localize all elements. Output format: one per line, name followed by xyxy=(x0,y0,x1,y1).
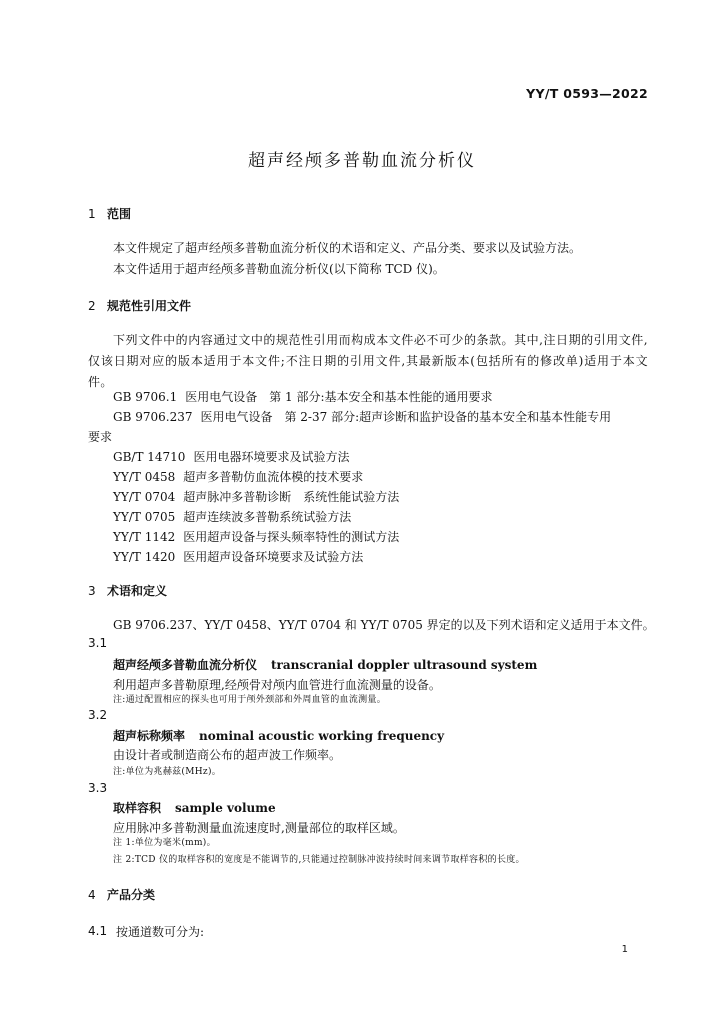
section-heading-terms xyxy=(88,582,167,599)
term-note: 注 1:单位为毫米(mm)。 xyxy=(113,838,216,848)
section-number: 3 xyxy=(88,584,96,598)
reference-name: 超声脉冲多普勒诊断 系统性能试验方法 xyxy=(183,490,400,504)
reference-item xyxy=(113,488,399,505)
normative-refs-intro: 下列文件中的内容通过文中的规范性引用而构成本文件必不可少的条款。其中,注日期的引用文件,仅该日期对应的版本适用于本文件;不注日期的引用文件,其最新版本(包括所有的修改单)适用于本文件。 xyxy=(88,333,648,389)
reference-code: YY/T 0704 xyxy=(113,490,176,504)
reference-code: GB 9706.237 xyxy=(113,410,193,424)
reference-name: 超声连续波多普勒系统试验方法 xyxy=(183,510,352,524)
section-heading-normative-refs xyxy=(88,297,191,314)
page-number: 1 xyxy=(621,944,628,955)
section-heading-scope xyxy=(88,205,131,222)
terms-intro: GB 9706.237、YY/T 0458、YY/T 0704 和 YY/T 0705 界定的以及下列术语和定义适用于本文件。 xyxy=(113,618,655,632)
term-note: 注:单位为兆赫兹(MHz)。 xyxy=(113,767,222,777)
reference-item xyxy=(113,508,351,525)
term-number: 3.2 xyxy=(88,708,108,722)
section-title: 范围 xyxy=(107,207,132,221)
reference-code: GB/T 14710 xyxy=(113,450,186,464)
term-number: 3.3 xyxy=(88,781,108,795)
subclause-text: 按通道数可分为: xyxy=(116,925,205,939)
section-title: 规范性引用文件 xyxy=(107,299,192,313)
term-definition: 由设计者或制造商公布的超声波工作频率。 xyxy=(113,748,342,762)
scope-paragraph-2: 本文件适用于超声经颅多普勒血流分析仪(以下简称 TCD 仪)。 xyxy=(113,262,445,276)
term-title-cn: 超声标称频率 xyxy=(113,729,186,743)
section-number: 4 xyxy=(88,888,96,902)
term-title-cn: 取样容积 xyxy=(113,801,162,815)
reference-item xyxy=(113,548,363,565)
section-title: 术语和定义 xyxy=(107,584,168,598)
term-title-cn: 超声经颅多普勒血流分析仪 xyxy=(113,658,258,672)
reference-item xyxy=(113,468,363,485)
subclause-number: 4.1 xyxy=(88,924,108,938)
term-note: 注:通过配置相应的探头也可用于颅外颈部和外周血管的血流测量。 xyxy=(113,695,387,705)
document-title: 超声经颅多普勒血流分析仪 xyxy=(248,151,476,171)
section-heading-classification xyxy=(88,886,155,903)
term-title-en: nominal acoustic working frequency xyxy=(199,729,445,743)
reference-item xyxy=(113,388,493,405)
reference-item xyxy=(113,408,611,425)
term-note: 注 2:TCD 仪的取样容积的宽度是不能调节的,只能通过控制脉冲波持续时间来调节取样容积的长度。 xyxy=(113,855,525,865)
section-title: 产品分类 xyxy=(107,888,156,902)
term-definition: 利用超声多普勒原理,经颅骨对颅内血管进行血流测量的设备。 xyxy=(113,678,441,692)
term-title-en: transcranial doppler ultrasound system xyxy=(271,658,538,672)
section-number: 1 xyxy=(88,207,96,221)
scope-paragraph-1: 本文件规定了超声经颅多普勒血流分析仪的术语和定义、产品分类、要求以及试验方法。 xyxy=(113,241,582,255)
reference-name: 医用电气设备 第 2-37 部分:超声诊断和监护设备的基本安全和基本性能专用 xyxy=(200,410,612,424)
term-title xyxy=(113,727,444,744)
reference-code: GB 9706.1 xyxy=(113,390,178,404)
term-title xyxy=(113,656,537,673)
term-title xyxy=(113,799,276,816)
term-number: 3.1 xyxy=(88,636,108,650)
section-number: 2 xyxy=(88,299,96,313)
reference-code: YY/T 1142 xyxy=(113,530,176,544)
reference-code: YY/T 0458 xyxy=(113,470,176,484)
reference-name: 医用超声设备环境要求及试验方法 xyxy=(183,550,364,564)
reference-name: 医用电气设备 第 1 部分:基本安全和基本性能的通用要求 xyxy=(185,390,493,404)
standard-code: YY/T 0593—2022 xyxy=(526,86,648,101)
reference-name-continuation: 要求 xyxy=(88,430,113,444)
reference-code: YY/T 0705 xyxy=(113,510,176,524)
reference-code: YY/T 1420 xyxy=(113,550,176,564)
reference-item xyxy=(113,448,349,465)
reference-name: 超声多普勒仿血流体模的技术要求 xyxy=(183,470,364,484)
term-title-en: sample volume xyxy=(175,801,276,815)
term-definition: 应用脉冲多普勒测量血流速度时,测量部位的取样区域。 xyxy=(113,821,405,835)
reference-item xyxy=(113,528,399,545)
reference-name: 医用超声设备与探头频率特性的测试方法 xyxy=(183,530,400,544)
reference-name: 医用电器环境要求及试验方法 xyxy=(193,450,350,464)
